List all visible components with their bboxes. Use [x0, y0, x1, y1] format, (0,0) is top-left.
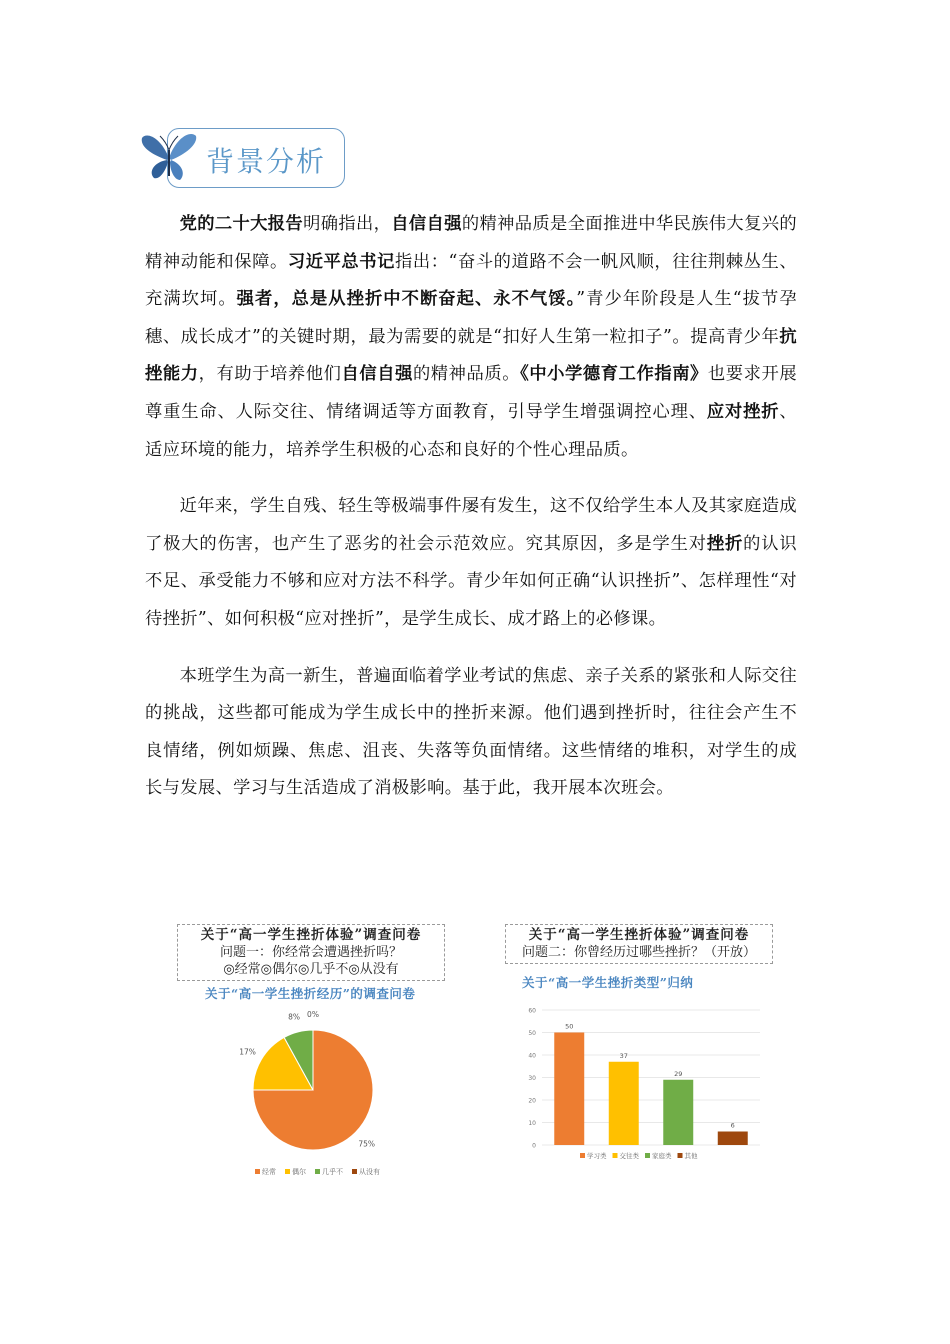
bold-phrase: 挫折 [706, 533, 744, 554]
bar [718, 1132, 748, 1146]
survey-1-options: ◎经常◎偶尔◎几乎不◎从没有 [223, 962, 399, 977]
bold-phrase: 抗挫能力 [145, 326, 797, 385]
bold-phrase: 强者，总是从挫折中不断奋起、永不气馁。 [236, 289, 577, 310]
text-run: 的精神品质。 [412, 364, 521, 385]
y-tick-label: 10 [528, 1120, 536, 1127]
y-tick-label: 60 [528, 1007, 536, 1015]
legend-swatch [678, 1153, 683, 1158]
text-run: 也要求开展尊重生命、人际交往、情绪调适等方面教育，引导学生增强调控心理、 [145, 364, 797, 422]
paragraph-3 [145, 658, 797, 808]
pie-data-label: 8% [288, 1012, 301, 1022]
bar [609, 1062, 639, 1145]
bold-phrase: 应对挫折 [706, 401, 780, 422]
pie-data-label: 75% [358, 1139, 376, 1149]
text-run: 的精神品质是全面推进中华民族伟大复兴的精神动能和保障。 [145, 214, 797, 272]
survey-question-2-box [505, 924, 773, 964]
bar [554, 1033, 584, 1146]
text-run: 指出：“奋斗的道路不会一帆风顺，往往荆棘丛生、充满坎坷。 [145, 251, 797, 310]
y-tick-label: 30 [528, 1075, 536, 1082]
text-run: 近年来，学生自残、轻生等极端事件屡有发生，这不仅给学生本人及其家庭造成了极大的伤害，也产生了恶劣的社会示范效应。究其原因，多是学生对 [145, 496, 797, 554]
text-run: 本班学生为高一新生，普遍面临着学业考试的焦虑、亲子关系的紧张和人际交往的挑战，这些都可能成为学生成长中的挫折来源。他们遇到挫折时，往往会产生不良情绪，例如烦躁、焦虑、沮丧、失落等负面情绪。这些情绪的堆积，对学生的成长与发展、学习与生活造成了消极影响。基于此，我开展本次班会。 [145, 665, 797, 799]
legend-swatch [580, 1153, 585, 1158]
pie-chart-title: 关于“高一学生挫折经历”的调查问卷 [205, 986, 416, 1001]
legend-swatch [645, 1153, 650, 1158]
legend-swatch [315, 1169, 320, 1174]
bar-chart [520, 995, 770, 1165]
bold-phrase: 习近平总书记 [287, 251, 395, 272]
body-text [145, 206, 797, 827]
legend-label: 学习类 [587, 1152, 607, 1160]
survey-1-question: 问题一：你经常会遭遇挫折吗？ [219, 945, 402, 960]
survey-2-question: 问题二：你曾经历过哪些挫折？（开放） [521, 945, 756, 960]
bar-data-label: 29 [674, 1069, 683, 1078]
pie-data-label: 17% [239, 1047, 256, 1057]
text-run: 、适应环境的能力，培养学生积极的心态和良好的个性心理品质。 [145, 401, 797, 460]
bold-phrase: 党的二十大报告 [179, 214, 304, 234]
bold-phrase: 《中小学德育工作指南》 [520, 364, 708, 385]
bold-phrase: 自信自强 [341, 364, 413, 385]
legend-label: 家庭类 [652, 1152, 672, 1160]
legend-label: 交往类 [619, 1152, 639, 1160]
paragraph-1 [145, 206, 797, 469]
bar-data-label: 37 [619, 1051, 628, 1060]
y-tick-label: 40 [528, 1052, 536, 1060]
legend-label: 其他 [684, 1152, 698, 1160]
legend-swatch [352, 1169, 357, 1174]
text-run: ，有助于培养他们 [198, 364, 342, 385]
text-run: 明确指出， [303, 214, 392, 234]
bar-chart-title: 关于“高一学生挫折类型”归纳 [522, 975, 694, 990]
pie-chart [205, 1000, 405, 1182]
text-run: 的认识不足、承受能力不够和应对方法不科学。青少年如何正确“认识挫折”、怎样理性“对待挫折”、如何积极“应对挫折”，是学生成长、成才路上的必修课。 [145, 533, 797, 629]
legend-swatch [613, 1153, 618, 1158]
legend-label: 偶尔 [292, 1168, 306, 1176]
bar-data-label: 50 [565, 1022, 574, 1031]
text-run: ”青少年阶段是人生“拔节孕穗、成长成才”的关键时期，最为需要的就是“扣好人生第一粒扣子”。提高青少年 [145, 289, 797, 347]
y-tick-label: 20 [528, 1097, 536, 1105]
legend-label: 经常 [262, 1168, 276, 1176]
survey-1-title: 关于“高一学生挫折体验”调查问卷 [200, 927, 422, 943]
legend-swatch [255, 1169, 260, 1174]
legend-swatch [285, 1169, 290, 1174]
paragraph-2 [145, 488, 797, 638]
section-title: 背景分析 [206, 145, 327, 178]
survey-question-1-box [177, 924, 445, 981]
bar-data-label: 6 [730, 1121, 735, 1130]
pie-data-label: 0% [307, 1010, 319, 1019]
y-tick-label: 50 [528, 1030, 536, 1037]
legend-label: 从没有 [359, 1168, 380, 1176]
legend-label: 几乎不 [322, 1168, 343, 1176]
bar [663, 1080, 693, 1145]
bold-phrase: 自信自强 [391, 214, 462, 234]
y-tick-label: 0 [532, 1142, 536, 1150]
survey-2-title: 关于“高一学生挫折体验”调查问卷 [528, 927, 750, 943]
butterfly-icon [140, 130, 198, 184]
